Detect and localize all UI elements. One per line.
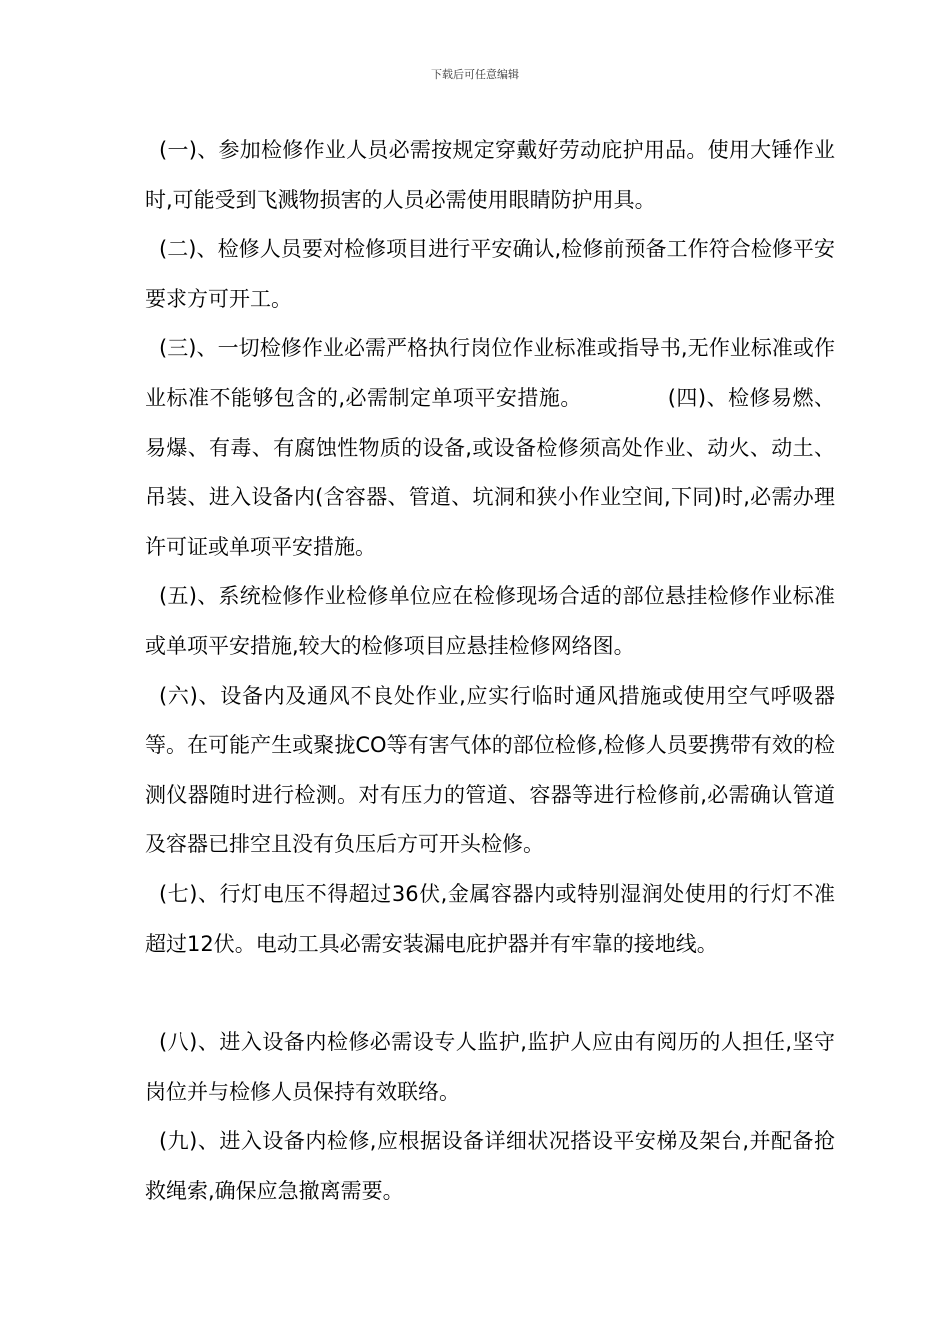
paragraph-1: (一)、参加检修作业人员必需按规定穿戴好劳动庇护用品。使用大锤作业时,可能受到飞溅物损害的人员必需使用眼睛防护用具。 bbox=[145, 138, 835, 212]
paragraph-5: (六)、设备内及通风不良处作业,应实行临时通风措施或使用空气呼吸器等。在可能产生或聚拢CO等有害气体的部位检修,检修人员要携带有效的检测仪器随时进行检测。对有压力的管道、容器等进行检修前,必需确认管道及容器已排空且没有负压后方可开头检修。 bbox=[145, 683, 835, 857]
paragraph-4: (五)、系统检修作业检修单位应在检修现场合适的部位悬挂检修作业标准或单项平安措施,较大的检修项目应悬挂检修网络图。 bbox=[145, 584, 835, 658]
paragraph-spacer bbox=[145, 969, 835, 1018]
paragraph-7: (八)、进入设备内检修必需设专人监护,监护人应由有阅历的人担任,坚守岗位并与检修人员保持有效联络。 bbox=[145, 1030, 835, 1104]
document-body bbox=[145, 126, 835, 1216]
paragraph-2: (二)、检修人员要对检修项目进行平安确认,检修前预备工作符合检修平安要求方可开工。 bbox=[145, 237, 835, 311]
page-header: 下载后可任意编辑 bbox=[431, 68, 519, 81]
paragraph-6: (七)、行灯电压不得超过36伏,金属容器内或特别湿润处使用的行灯不准超过12伏。电动工具必需安装漏电庇护器并有牢靠的接地线。 bbox=[145, 881, 835, 956]
paragraph-3: (三)、一切检修作业必需严格执行岗位作业标准或指导书,无作业标准或作业标准不能够包含的,必需制定单项平安措施。 (四)、检修易燃、易爆、有毒、有腐蚀性物质的设备,或设备检修须高处作业、动火、动土、吊装、进入设备内(含容器、管道、坑洞和狭小作业空间,下同)时,必需办理许可证或单项平安措施。 bbox=[145, 336, 835, 559]
paragraph-8: (九)、进入设备内检修,应根据设备详细状况搭设平安梯及架台,并配备抢救绳索,确保应急撤离需要。 bbox=[145, 1129, 835, 1203]
